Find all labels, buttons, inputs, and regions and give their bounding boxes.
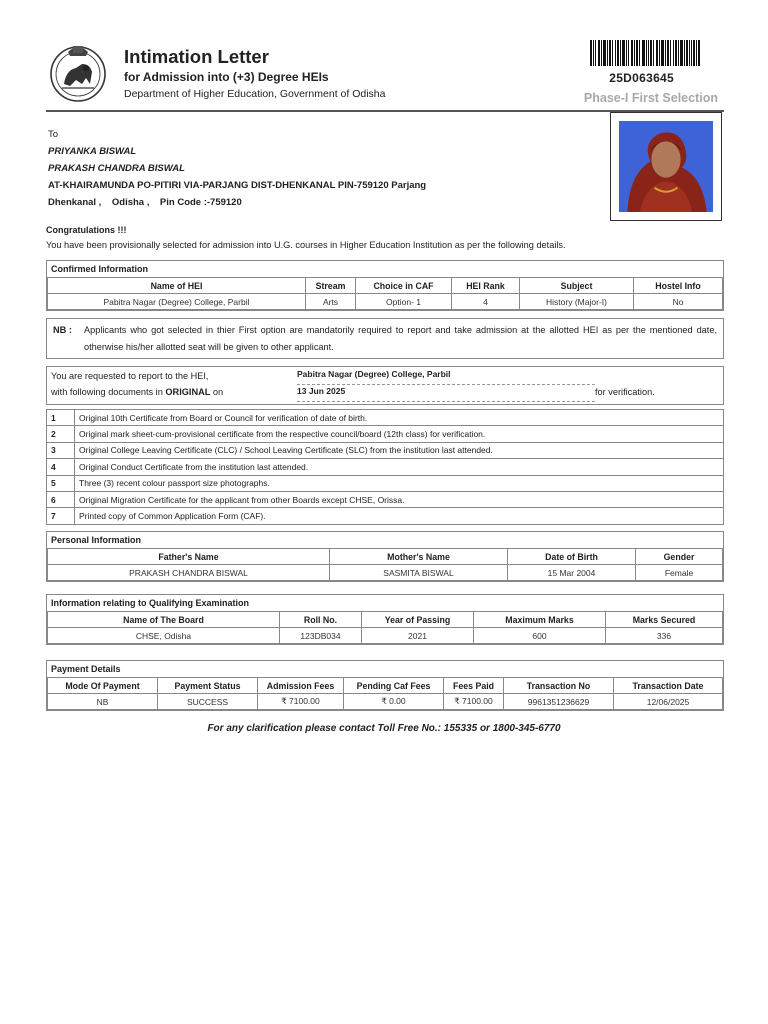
roll-no-cell: 123DB034	[280, 628, 362, 644]
toll-free-contact: For any clarification please contact Toll Free No.: 155335 or 1800-345-6770	[207, 723, 561, 734]
personal-information-section	[46, 531, 724, 582]
hei-name-cell: Pabitra Nagar (Degree) College, Parbil	[48, 294, 306, 310]
column-header: Name of The Board	[48, 612, 280, 628]
transaction-date-cell: 12/06/2025	[614, 694, 723, 710]
column-header: Choice in CAF	[356, 278, 452, 294]
table-row	[48, 694, 723, 710]
candidate-name: PRIYANKA BISWAL	[48, 146, 137, 157]
section-title: Payment Details	[51, 664, 121, 674]
document-text: Original mark sheet-cum-provisional certificate from the respective council/board (12th class) for verification.	[75, 426, 724, 442]
report-hei-name: Pabitra Nagar (Degree) College, Parbil	[297, 369, 595, 385]
selection-statement: You have been provisionally selected for admission into U.G. courses in Higher Education Institution as per the following details.	[46, 240, 566, 250]
verification-text: for verification.	[595, 387, 655, 397]
letter-header	[46, 40, 724, 112]
report-line-2-text: with following documents in	[51, 387, 166, 397]
document-number: 7	[47, 508, 75, 524]
column-header: Roll No.	[280, 612, 362, 628]
choice-cell: Option- 1	[356, 294, 452, 310]
candidate-photo-frame	[610, 112, 722, 221]
report-line-2	[51, 387, 223, 397]
address-to: To	[48, 129, 59, 140]
column-header: Transaction No	[504, 678, 614, 694]
list-item	[47, 410, 724, 426]
odisha-emblem-icon	[46, 40, 110, 104]
table-row	[48, 565, 723, 581]
column-header: Mode Of Payment	[48, 678, 158, 694]
list-item	[47, 459, 724, 475]
pending-caf-fees-cell: ₹ 0.00	[344, 694, 444, 710]
dob-cell: 15 Mar 2004	[508, 565, 636, 581]
section-title: Information relating to Qualifying Examination	[51, 598, 250, 608]
list-item	[47, 475, 724, 491]
column-header: Admission Fees	[258, 678, 344, 694]
gender-cell: Female	[636, 565, 723, 581]
list-item	[47, 442, 724, 458]
application-number: 25D063645	[609, 71, 674, 85]
document-number: 6	[47, 491, 75, 507]
section-title: Personal Information	[51, 535, 142, 545]
payment-mode-cell: NB	[48, 694, 158, 710]
document-text: Original College Leaving Certificate (CLC) / School Leaving Certificate (SLC) from the institution last attended.	[75, 442, 724, 458]
column-header: Name of HEI	[48, 278, 306, 294]
column-header: Maximum Marks	[474, 612, 606, 628]
nb-notice	[46, 318, 724, 359]
column-header: Payment Status	[158, 678, 258, 694]
rank-cell: 4	[452, 294, 520, 310]
original-emphasis: ORIGINAL	[165, 387, 211, 397]
report-line-2-suffix: on	[210, 387, 224, 397]
fees-paid-cell: ₹ 7100.00	[444, 694, 504, 710]
nb-label: NB :	[53, 325, 72, 335]
list-item	[47, 508, 724, 524]
year-cell: 2021	[362, 628, 474, 644]
document-number: 3	[47, 442, 75, 458]
admission-fees-cell: ₹ 7100.00	[258, 694, 344, 710]
list-item	[47, 491, 724, 507]
column-header: Year of Passing	[362, 612, 474, 628]
congratulations-text: Congratulations !!!	[46, 225, 127, 235]
payment-status-cell: SUCCESS	[158, 694, 258, 710]
report-instructions	[46, 366, 724, 405]
document-text: Printed copy of Common Application Form (CAF).	[75, 508, 724, 524]
mother-name-cell: SASMITA BISWAL	[330, 565, 508, 581]
subject-cell: History (Major-I)	[520, 294, 634, 310]
address-line-1: AT-KHAIRAMUNDA PO-PITIRI VIA-PARJANG DIST-DHENKANAL PIN-759120 Parjang	[48, 180, 427, 191]
list-item	[47, 426, 724, 442]
hostel-cell: No	[634, 294, 723, 310]
letter-subtitle: for Admission into (+3) Degree HEIs	[124, 70, 329, 84]
document-text: Original 10th Certificate from Board or Council for verification of date of birth.	[75, 410, 724, 426]
document-number: 1	[47, 410, 75, 426]
column-header: Father's Name	[48, 549, 330, 565]
column-header: Mother's Name	[330, 549, 508, 565]
payment-details-table	[47, 677, 723, 710]
recipient-address	[48, 126, 426, 211]
column-header: Gender	[636, 549, 723, 565]
candidate-photo	[619, 121, 713, 212]
column-header: HEI Rank	[452, 278, 520, 294]
nb-text: Applicants who got selected in thier First option are mandatorily required to report and take admission at the allotted HEI as per the mentioned date, otherwise his/her allotted seat will be given to other applicant.	[84, 325, 717, 352]
column-header: Date of Birth	[508, 549, 636, 565]
payment-details-section	[46, 660, 724, 711]
document-text: Original Migration Certificate for the applicant from other Boards except CHSE, Orissa.	[75, 491, 724, 507]
document-text: Original Conduct Certificate from the institution last attended.	[75, 459, 724, 475]
document-text: Three (3) recent colour passport size photographs.	[75, 475, 724, 491]
confirmed-information-table	[47, 277, 723, 310]
board-cell: CHSE, Odisha	[48, 628, 280, 644]
report-line-1: You are requested to report to the HEI,	[51, 371, 209, 381]
personal-information-table	[47, 548, 723, 581]
letter-title: Intimation Letter	[124, 46, 269, 67]
max-marks-cell: 600	[474, 628, 606, 644]
address-line-2: Dhenkanal , Odisha , Pin Code :-759120	[48, 197, 242, 208]
report-date: 13 Jun 2025	[297, 386, 595, 402]
selection-phase: Phase-I First Selection	[583, 91, 718, 105]
section-title: Confirmed Information	[51, 264, 148, 274]
column-header: Fees Paid	[444, 678, 504, 694]
column-header: Transaction Date	[614, 678, 723, 694]
confirmed-information-section	[46, 260, 724, 311]
document-number: 2	[47, 426, 75, 442]
department-name: Department of Higher Education, Government of Odisha	[124, 88, 386, 100]
table-row	[48, 628, 723, 644]
father-name-cell: PRAKASH CHANDRA BISWAL	[48, 565, 330, 581]
document-number: 5	[47, 475, 75, 491]
required-documents-table	[46, 409, 724, 525]
document-number: 4	[47, 459, 75, 475]
column-header: Subject	[520, 278, 634, 294]
qualifying-exam-table	[47, 611, 723, 644]
table-row	[48, 294, 723, 310]
stream-cell: Arts	[306, 294, 356, 310]
column-header: Marks Secured	[606, 612, 723, 628]
column-header: Hostel Info	[634, 278, 723, 294]
barcode-icon	[590, 40, 700, 66]
transaction-no-cell: 9961351236629	[504, 694, 614, 710]
column-header: Stream	[306, 278, 356, 294]
candidate-father-name: PRAKASH CHANDRA BISWAL	[48, 163, 185, 174]
marks-secured-cell: 336	[606, 628, 723, 644]
column-header: Pending Caf Fees	[344, 678, 444, 694]
qualifying-exam-section	[46, 594, 724, 645]
